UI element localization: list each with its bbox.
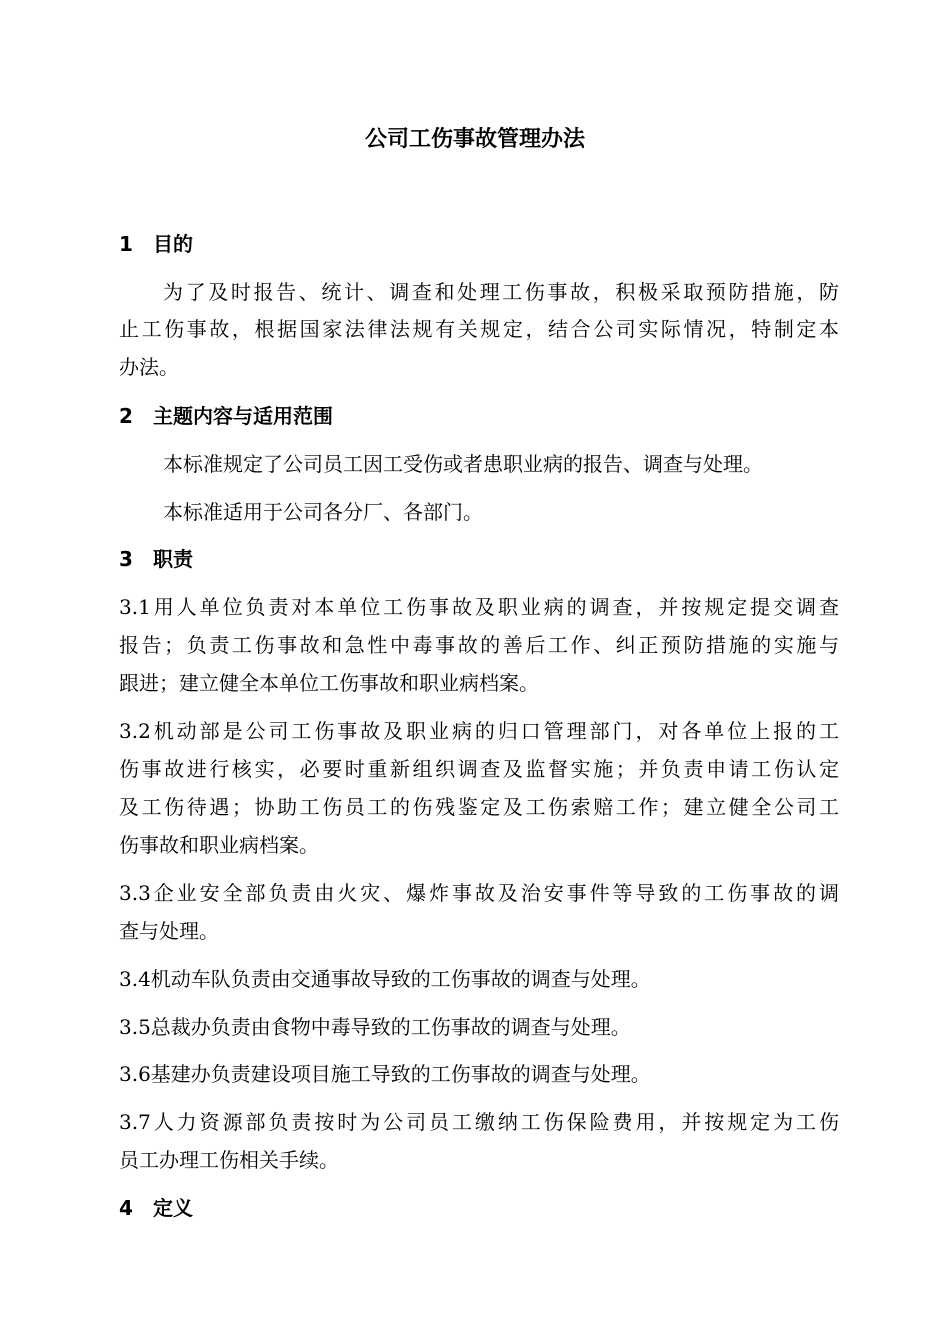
paragraph-line: 办法。 [119, 355, 179, 379]
paragraph-line: 员工办理工伤相关手续。 [119, 1148, 339, 1172]
paragraph-line: 及工伤待遇；协助工伤员工的伤残鉴定及工伤索赔工作；建立健全公司工 [119, 795, 839, 819]
paragraph-line: 3.6基建办负责建设项目施工导致的工伤事故的调查与处理。 [119, 1062, 651, 1086]
paragraph-line: 查与处理。 [119, 919, 219, 943]
paragraph-line: 伤事故进行核实，必要时重新组织调查及监督实施；并负责申请工伤认定 [119, 757, 839, 781]
paragraph-line: 跟进；建立健全本单位工伤事故和职业病档案。 [119, 671, 539, 695]
paragraph-line: 3.4机动车队负责由交通事故导致的工伤事故的调查与处理。 [119, 967, 651, 991]
paragraph-line: 报告；负责工伤事故和急性中毒事故的善后工作、纠正预防措施的实施与 [119, 633, 839, 657]
paragraph-line: 止工伤事故，根据国家法律法规有关规定，结合公司实际情况，特制定本 [119, 317, 839, 341]
section-heading-purpose [119, 229, 193, 259]
paragraph-line: 3.1用人单位负责对本单位工伤事故及职业病的调查，并按规定提交调查 [119, 595, 839, 619]
section-title: 职责 [153, 547, 193, 571]
paragraph-line: 3.3企业安全部负责由火灾、爆炸事故及治安事件等导致的工伤事故的调 [119, 881, 839, 905]
paragraph-line: 本标准适用于公司各分厂、各部门。 [163, 500, 483, 524]
paragraph-line: 3.7人力资源部负责按时为公司员工缴纳工伤保险费用，并按规定为工伤 [119, 1110, 839, 1134]
paragraph-line: 本标准规定了公司员工因工受伤或者患职业病的报告、调查与处理。 [163, 452, 763, 476]
document-title: 公司工伤事故管理办法 [364, 127, 585, 152]
section-title: 主题内容与适用范围 [153, 404, 333, 428]
section-number: 3 [119, 547, 133, 571]
paragraph-line: 3.5总裁办负责由食物中毒导致的工伤事故的调查与处理。 [119, 1015, 631, 1039]
section-title: 目的 [153, 232, 193, 256]
section-heading-definitions [119, 1193, 193, 1223]
section-heading-scope [119, 401, 333, 431]
paragraph-line: 为了及时报告、统计、调查和处理工伤事故，积极采取预防措施，防 [163, 280, 839, 304]
section-number: 2 [119, 404, 133, 428]
paragraph-line: 伤事故和职业病档案。 [119, 833, 319, 857]
paragraph-line: 3.2机动部是公司工伤事故及职业病的归口管理部门，对各单位上报的工 [119, 719, 839, 743]
section-title: 定义 [153, 1196, 193, 1220]
section-number: 1 [119, 232, 133, 256]
section-heading-responsibilities [119, 544, 193, 574]
section-number: 4 [119, 1196, 133, 1220]
